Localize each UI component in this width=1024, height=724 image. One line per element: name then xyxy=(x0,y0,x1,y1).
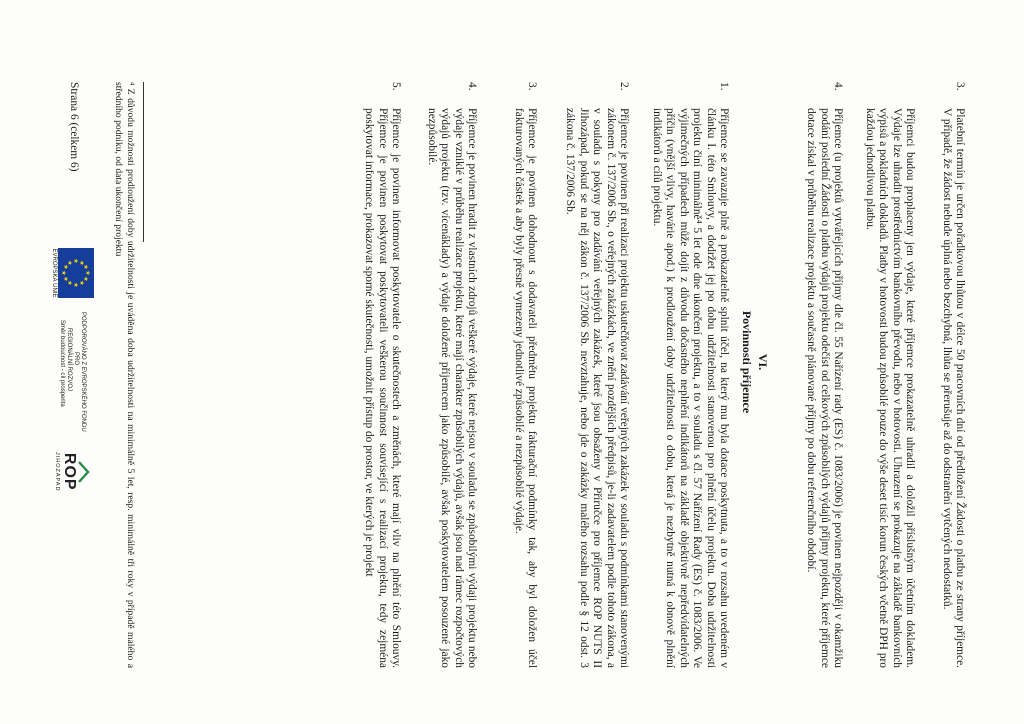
eu-label: EVROPSKÁ UNIE xyxy=(51,248,57,298)
item-number: 5. xyxy=(390,82,402,91)
eu-flag-icon xyxy=(58,248,94,298)
rop-sub-text: JIHOZÁPAD xyxy=(54,452,61,492)
item-number: 3. xyxy=(526,82,538,91)
erdf-text xyxy=(59,312,87,438)
svg-text:★: ★ xyxy=(78,280,85,286)
svg-text:★: ★ xyxy=(60,270,67,276)
item-number: 4. xyxy=(832,82,844,91)
rop-logo xyxy=(55,452,91,491)
footnote-rule xyxy=(143,82,144,242)
paragraph-own-resources: Příjemce je povinen hradit z vlastních zdrojů veškeré výdaje, které nejsou v souladu se způsobilými výdaji projektu nebo výdaje vzniklé v průběhu realizace projektu, které mají charakter způsobilých výdajů, avšak jsou nad rámec rozpočtových výdajů projektu (tzv. vícenáklady) a výdaje doložené příjemcem jako způsobilé, avšak poskytovatelem posouzené jako nezpůsobilé. xyxy=(425,108,478,668)
paragraph-payment-term: Platební termín je určen pořadkovou lhůtou v délce 50 pracovních dní od předložení Žádosti o platbu ze strany příjemce. V případě, že žádost nebude úplná nebo bezchybná, lhůta se přerušuje až do odstranění vytčených nedostatků. xyxy=(940,108,966,668)
erdf-line2: PRO xyxy=(73,352,80,366)
svg-text:★: ★ xyxy=(72,282,79,288)
paragraph-public-procurement: Příjemce je povinen při realizaci projektu uskutečňovat zadávání veřejných zakázek v souladu s podmínkami stanovenými zákonem č. 137/2006 Sb., o veřejných zakázkách, ve znění pozdějších předpisů, je-li zadavatelem podle tohoto zákona, a v souladu s pokyny pro zadávání veřejných zakázek, které jsou obsaženy v Příručce pro příjemce ROP NUTS II Jihozápad, pokud se na něj zákon č. 137/2006 Sb. nevztahuje, nebo jde o zakázky malého rozsahu podle § 12 odst. 3 zákona č. 137/2006 Sb. xyxy=(564,108,630,668)
eu-logo xyxy=(51,248,94,298)
section-title: Povinnosti příjemce xyxy=(740,310,754,414)
item-number: 4. xyxy=(466,82,478,91)
paragraph-income-projects: Příjemce (u projektů vytvářejících příjmy dle čl. 55 Nařízení rady (ES) č. 1083/2006) je povinen nejpozději v okamžiku podání poslední Žádosti o platbu výdajů projektu odečíst od celkových způsobilých výdajů příjmy projektu, které příjemce dotace získal v průběhu realizace projektu a současně plánované příjmy po dobu referenčního období. xyxy=(805,108,844,668)
svg-text:★: ★ xyxy=(72,258,79,264)
paragraph-purpose-obligation: Příjemce se zavazuje plně a prokazatelně splnit účel, na který mu byla dotace poskytnuta, a to v rozsahu uvedeném v článku I. této Smlouvy, a dodržet jej po dobu udržitelnosti stanovenou pro plnění účelu projektu. Doba udržitelnosti projektu činí minimálně⁴ 5 let ode dne ukončení projektu, a to v souladu s čl. 57 Nařízení Rady (ES) č. 1083/2006. Ve výjimečných případech může dojít z důvodu dočasného neplnění indikátorů na základě objektivně nepředvídatelných příčin (vnější vlivy, havárie apod.) k prodloužení doby udržitelnosti o dobu, která je nezbytně nutná k obnově plnění indikátorů a cílů projektu. xyxy=(650,108,730,668)
page-label: Strana 6 (celkem 6) xyxy=(68,82,80,172)
svg-text:★: ★ xyxy=(66,260,73,266)
svg-text:★: ★ xyxy=(84,270,91,276)
section-number: VI. xyxy=(756,353,770,371)
svg-text:★: ★ xyxy=(78,260,85,266)
paragraph-inform-provider: Příjemce je povinen informovat poskytovatele o skutečnostech a změnách, které mají vliv na plnění této Smlouvy. Příjemce je povinen poskytovat poskytovateli veškerou součinnost související s realizací projektu, tedy zejména poskytovat informace, prokazovat sporné skutečnosti, umožnit přístup do prostor, ve kterých je projekt xyxy=(363,108,402,668)
rop-main-text: ROP xyxy=(61,452,79,491)
footnote: ⁴ Z důvodu možnosti prodloužení doby udržitelnosti je uváděna doba udržitelnosti na minimálně 5 let, resp. minimálně tři roky v případě malého a středního podniku, od data ukončení projektu xyxy=(113,82,136,668)
item-number: 3. xyxy=(954,82,966,91)
erdf-line4: Směr budoucnost - cíl prosperita xyxy=(59,320,66,407)
erdf-line3: REGIONÁLNÍ ROZVOJ xyxy=(66,328,73,392)
svg-text:★: ★ xyxy=(62,276,69,282)
erdf-line1: PODPOROVÁNO Z EVROPSKÉHO FONDU xyxy=(80,312,87,432)
svg-text:★: ★ xyxy=(62,264,69,270)
rop-chevron-icon xyxy=(79,461,91,483)
logos-bar xyxy=(51,248,94,491)
paragraph-invoicing-terms: Příjemce je povinen dohodnout s dodavateli předmětu projektu fakturační podmínky tak, aby byl doložen účel fakturovaných částek a aby byly přesně vymezeny jednotlivé způsobilé a nezpůsobilé výdaje. xyxy=(512,108,538,668)
svg-text:★: ★ xyxy=(82,276,89,282)
item-number: 2. xyxy=(618,82,630,91)
svg-text:★: ★ xyxy=(66,280,73,286)
item-number: 1. xyxy=(718,82,730,91)
paragraph-eligible-expenses: Příjemci budou proplaceny jen výdaje, které příjemce prokazatelně uhradil a doložil příslušným účetním dokladem. Výdaje lze uhradit prostřednictvím bankovního převodu, nebo v hotovosti. Uhrazení se prokazuje na základě bankovních výpisů a pokladních dokladů. Platby v hotovosti budou způsobilé pouze do výše deset tisíc korun českých včetně DPH pro každou jednotlivou platbu. xyxy=(863,108,916,668)
svg-text:★: ★ xyxy=(82,264,89,270)
